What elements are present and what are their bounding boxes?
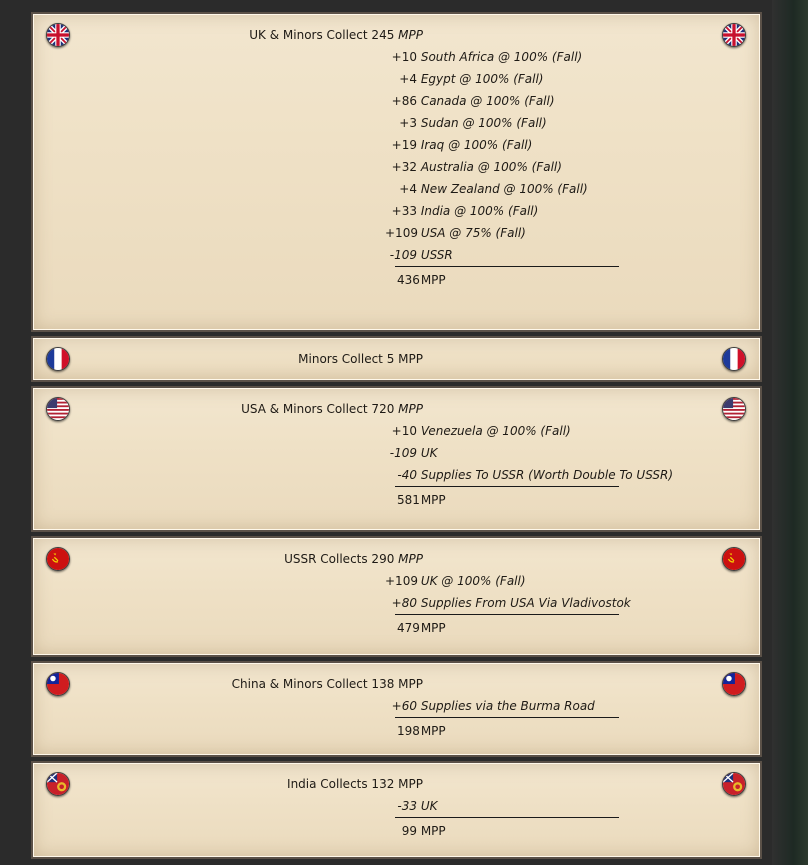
- ussr-total: 479 MPP: [397, 621, 446, 635]
- usa-sum-rule: [395, 486, 619, 487]
- usa-total: 581 MPP: [397, 493, 446, 507]
- usa-line-3: -40 Supplies To USSR (Worth Double To USSR): [397, 468, 674, 482]
- uk-line-2: +4 Egypt @ 100% (Fall): [399, 72, 544, 86]
- uk-line-9: +109 USA @ 75% (Fall): [385, 226, 526, 240]
- china-sum-rule: [395, 717, 619, 718]
- uk-line-4: +3 Sudan @ 100% (Fall): [399, 116, 547, 130]
- ussr-sum-rule: [395, 614, 619, 615]
- usa-collect-title: USA & Minors Collect 720 MPP: [241, 402, 423, 416]
- uk-collect-panel: [31, 12, 762, 332]
- usa-line-2: -109 UK: [389, 446, 438, 460]
- france-collect-panel: [31, 336, 762, 382]
- uk-line-7: +4 New Zealand @ 100% (Fall): [399, 182, 588, 196]
- india-collect-panel: [31, 761, 762, 859]
- ussr-collect-panel: [31, 536, 762, 657]
- india-total: 99 MPP: [401, 824, 446, 838]
- india-sum-rule: [395, 817, 619, 818]
- india-collect-title: India Collects 132 MPP: [287, 777, 423, 791]
- uk-line-6: +32 Australia @ 100% (Fall): [391, 160, 562, 174]
- china-line-1: +60 Supplies via the Burma Road: [391, 699, 595, 713]
- france-collect-title: Minors Collect 5 MPP: [298, 352, 423, 366]
- uk-line-3: +86 Canada @ 100% (Fall): [391, 94, 555, 108]
- uk-sum-rule: [395, 266, 619, 267]
- usa-collect-panel: [31, 386, 762, 532]
- uk-line-5: +19 Iraq @ 100% (Fall): [391, 138, 533, 152]
- map-edge: [772, 0, 808, 865]
- usa-line-1: +10 Venezuela @ 100% (Fall): [391, 424, 571, 438]
- uk-flag-icon: [722, 23, 746, 47]
- uk-line-10: -109 USSR: [389, 248, 453, 262]
- france-flag-icon: [722, 347, 746, 371]
- uk-total: 436 MPP: [397, 273, 446, 287]
- uk-line-1: +10 South Africa @ 100% (Fall): [391, 50, 583, 64]
- usa-flag-icon: [722, 397, 746, 421]
- uk-collect-title: UK & Minors Collect 245 MPP: [249, 28, 423, 42]
- ussr-flag-icon: [722, 547, 746, 571]
- ussr-collect-title: USSR Collects 290 MPP: [284, 552, 423, 566]
- china-collect-panel: [31, 661, 762, 757]
- china-flag-icon: [722, 672, 746, 696]
- india-flag-icon: [722, 772, 746, 796]
- ussr-line-1: +109 UK @ 100% (Fall): [385, 574, 526, 588]
- ussr-line-2: +80 Supplies From USA Via Vladivostok: [391, 596, 631, 610]
- uk-line-8: +33 India @ 100% (Fall): [391, 204, 539, 218]
- india-line-1: -33 UK: [397, 799, 438, 813]
- china-total: 198 MPP: [397, 724, 446, 738]
- china-collect-title: China & Minors Collect 138 MPP: [231, 677, 423, 691]
